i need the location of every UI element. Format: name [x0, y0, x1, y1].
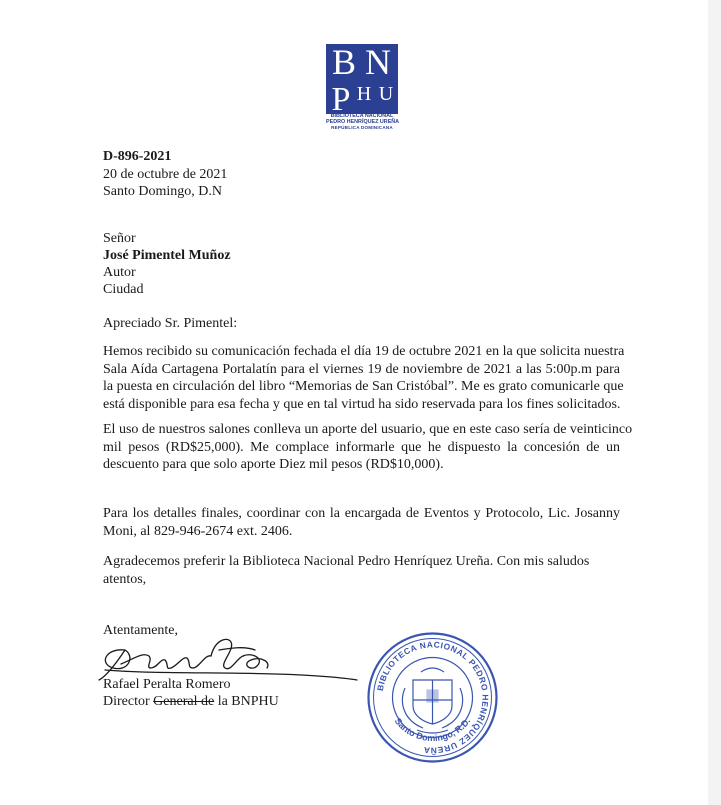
seal-ring-text: BIBLIOTECA NACIONAL PEDRO HENRÍQUEZ UREÑA — [374, 639, 491, 756]
signer-title-struck: General de — [153, 694, 215, 709]
paragraph-line: Para los detalles finales, coordinar con la encargada de Eventos y Protocolo, Lic. Josanny — [103, 506, 620, 521]
paragraph-line: El uso de nuestros salones conlleva un aporte del usuario, que en este caso sería de veinticinco — [103, 422, 633, 437]
paragraph-line: Moni, al 829-946-2674 ext. 2406. — [103, 523, 293, 539]
paragraph-line: la puesta en circulación del libro “Memorias de San Cristóbal”. Me es grato comunicarle que — [103, 379, 624, 394]
paragraph-3 — [103, 505, 620, 540]
recipient-city: Ciudad — [103, 282, 144, 297]
logo-line-1: BIBLIOTECA NACIONAL — [330, 113, 394, 119]
recipient-name: José Pimentel Muñoz — [103, 248, 231, 263]
recipient-title: Señor — [103, 231, 136, 246]
coat-of-arms-icon — [402, 668, 462, 733]
signer-title-prefix: Director — [103, 694, 150, 709]
logo-letter-b: B — [331, 44, 357, 82]
logo-letter-h: H — [356, 83, 372, 105]
paragraph-1 — [103, 343, 625, 413]
reference-number: D-896-2021 — [103, 149, 172, 164]
letter-place: Santo Domingo, D.N — [103, 184, 222, 199]
letter-date: 20 de octubre de 2021 — [103, 167, 228, 182]
signer-title-suffix: la BNPHU — [217, 694, 279, 709]
official-seal — [365, 630, 500, 765]
recipient-role: Autor — [103, 265, 136, 280]
logo-letter-n: N — [365, 44, 391, 82]
logo-line-2: PEDRO HENRÍQUEZ UREÑA — [326, 119, 400, 125]
logo-letter-u: U — [378, 83, 394, 105]
paragraph-line: descuento para que solo aporte Diez mil pesos (RD$10,000). — [103, 457, 444, 472]
page-margin — [708, 0, 721, 805]
bnphu-logo-mark — [326, 44, 398, 114]
logo-letter-p: P — [331, 81, 351, 114]
paragraph-2 — [103, 421, 633, 474]
paragraph-line: atentos, — [103, 571, 147, 587]
logo-line-3: REPÚBLICA DOMINICANA — [331, 125, 393, 130]
seal-bottom-text: Santo Domingo, R.D. — [392, 715, 473, 744]
paragraph-line: Sala Aída Cartagena Portalatín para el viernes 19 de noviembre de 2021 a las 5:00p.m para — [103, 361, 620, 377]
closing: Atentamente, — [103, 623, 179, 638]
signer-title — [103, 693, 279, 710]
signer-name: Rafael Peralta Romero — [103, 677, 231, 692]
paragraph-line: Agradecemos preferir la Biblioteca Nacional Pedro Henríquez Ureña. Con mis saludos — [103, 554, 590, 569]
paragraph-line: mil pesos (RD$25,000). Me complace informarle que he dispuesto la concesión de un — [103, 439, 620, 455]
salutation: Apreciado Sr. Pimentel: — [103, 316, 238, 331]
paragraph-line: Hemos recibido su comunicación fechada el día 19 de octubre 2021 en la que solicita nuestra — [103, 344, 625, 359]
paragraph-line: está disponible para esa fecha y que en tal virtud ha sido reservada para los fines solicitados. — [103, 396, 621, 412]
paragraph-4 — [103, 553, 620, 588]
bnphu-logo — [326, 44, 398, 132]
